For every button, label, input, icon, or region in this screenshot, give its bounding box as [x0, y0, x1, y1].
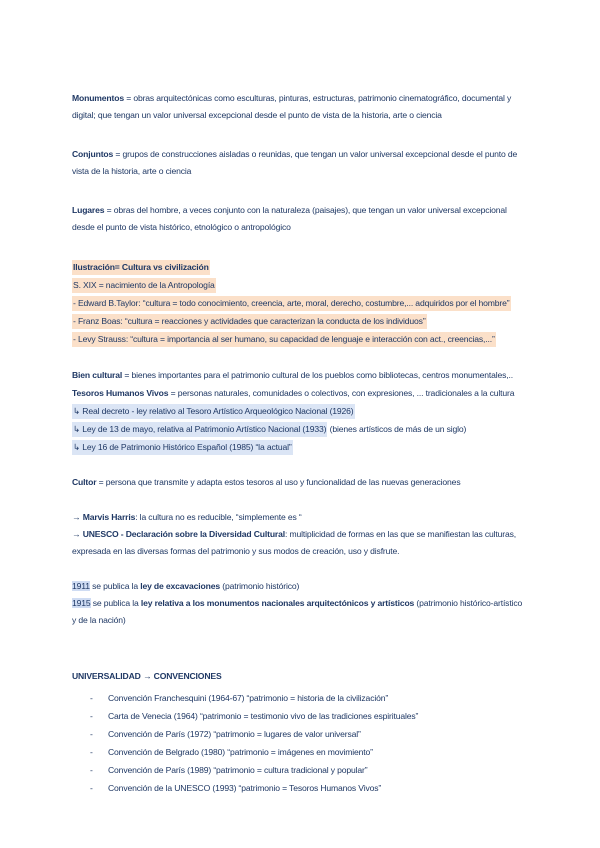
bullet-dash: -: [90, 765, 93, 775]
bienes-section: [72, 366, 524, 456]
ilustracion-line: - Franz Boas: “cultura = reacciones y actividades que caracterizan la conducta de los individuos”: [72, 314, 427, 329]
harris-paragraph: [72, 509, 524, 526]
convencion-text: Convención de Belgrado (1980) “patrimonio = imágenes en movimiento”: [108, 747, 373, 757]
document-page: [72, 90, 524, 797]
unesco-term: UNESCO - Declaración sobre la Diversidad Cultural: [82, 529, 285, 539]
monumentos-definition: = obras arquitectónicas como esculturas, pinturas, estructuras, patrimonio cinematográfico, documental y digital; que tengan un valor universal excepcional desde el punto de vista de la historia, arte o ciencia: [72, 93, 512, 120]
unesco-definition: : multiplicidad de formas en las que se manifiestan las culturas, expresada en las diversas formas del patrimonio y sus modos de creación, uso y disfrute.: [72, 529, 516, 556]
bullet-dash: -: [90, 693, 93, 703]
convencion-text: Carta de Venecia (1964) “patrimonio = testimonio vivo de las tradiciones espirituales”: [108, 711, 419, 721]
lugares-definition: = obras del hombre, a veces conjunto con la naturaleza (paisajes), que tengan un valor universal excepcional desde el punto de vista histórico, etnológico o antropológico: [72, 205, 507, 232]
bien-cultural-term: Bien cultural: [72, 370, 123, 380]
bullet-dash: -: [90, 711, 93, 721]
convenciones-title: UNIVERSALIDAD → CONVENCIONES: [72, 671, 222, 681]
convencion-text: Convención Franchesquini (1964-67) “patrimonio = historia de la civilización”: [108, 693, 389, 703]
ley-line: [72, 420, 524, 438]
convencion-text: Convención de la UNESCO (1993) “patrimonio = Tesoros Humanos Vivos”: [108, 783, 382, 793]
bullet-dash: -: [90, 783, 93, 793]
monumentos-term: Monumentos: [72, 93, 124, 103]
tesoros-line: [72, 384, 524, 402]
ley-1911-pre: se publica la: [89, 581, 141, 591]
ley-extra: (bienes artísticos de más de un siglo): [327, 424, 467, 434]
conjuntos-definition: = grupos de construcciones aisladas o reunidas, que tengan un valor universal excepcional desde el punto de vista de la historia, arte o ciencia: [72, 149, 518, 176]
ley-1911-post: (patrimonio histórico): [220, 581, 300, 591]
ley-line: [72, 438, 524, 456]
ley-line: [72, 402, 524, 420]
ley-1915-title: ley relativa a los monumentos nacionales arquitectónicos y artísticos: [140, 598, 415, 608]
year-1911: 1911: [72, 581, 90, 591]
ley-item: ↳ Ley de 13 de mayo, relativa al Patrimonio Artístico Nacional (1933): [72, 422, 327, 437]
ley-1915-post: (patrimonio histórico-artístico y de la nación): [72, 598, 523, 625]
ley-item: ↳ Real decreto - ley relativo al Tesoro Artístico Arqueológico Nacional (1926): [72, 404, 355, 419]
convencion-text: Convención de París (1972) “patrimonio = lugares de valor universal”: [108, 729, 361, 739]
unesco-paragraph: [72, 526, 524, 560]
list-item: [72, 725, 524, 743]
convenciones-list: [72, 689, 524, 797]
harris-term: Marvis Harris: [82, 512, 136, 522]
arrow-icon: →: [72, 529, 83, 539]
tesoros-term: Tesoros Humanos Vivos: [72, 388, 169, 398]
ilustracion-section: [72, 258, 524, 348]
ilustracion-title: Ilustración= Cultura vs civilización: [72, 260, 210, 275]
ley-1915-paragraph: [72, 595, 524, 629]
conjuntos-term: Conjuntos: [72, 149, 114, 159]
bullet-dash: -: [90, 729, 93, 739]
ley-1915-pre: se publica la: [90, 598, 141, 608]
lugares-paragraph: [72, 202, 524, 236]
cultor-paragraph: [72, 474, 524, 491]
ilustracion-line: S. XIX = nacimiento de la Antropología: [72, 278, 216, 293]
cultor-term: Cultor: [72, 477, 97, 487]
list-item: [72, 761, 524, 779]
ley-1911-title: ley de excavaciones: [140, 581, 221, 591]
list-item: [72, 743, 524, 761]
bien-cultural-definition: = bienes importantes para el patrimonio cultural de los pueblos como bibliotecas, centros monumentales,..: [122, 370, 513, 380]
bien-cultural-line: [72, 366, 524, 384]
convencion-text: Convención de París (1989) “patrimonio = cultura tradicional y popular”: [108, 765, 368, 775]
ilustracion-line: - Levy Strauss: “cultura = importancia al ser humano, su capacidad de lenguaje e interacción con act., creencias,...”: [72, 332, 496, 347]
arrow-icon: →: [72, 512, 83, 522]
list-item: [72, 779, 524, 797]
harris-definition: : la cultura no es reducible, “simplemente es “: [135, 512, 302, 522]
cultor-definition: = persona que transmite y adapta estos tesoros al uso y funcionalidad de las nuevas generaciones: [96, 477, 461, 487]
list-item: [72, 707, 524, 725]
ley-item: ↳ Ley 16 de Patrimonio Histórico Español (1985) “la actual”: [72, 440, 293, 455]
convenciones-section: [72, 667, 524, 797]
tesoros-definition: = personas naturales, comunidades o colectivos, con expresiones, ... tradicionales a la cultura: [168, 388, 515, 398]
monumentos-paragraph: [72, 90, 524, 124]
year-1915: 1915: [72, 598, 91, 608]
list-item: [72, 689, 524, 707]
bullet-dash: -: [90, 747, 93, 757]
lugares-term: Lugares: [72, 205, 105, 215]
ilustracion-line: - Edward B.Taylor: “cultura = todo conocimiento, creencia, arte, moral, derecho, costumbre,... adquiridos por el hombre”: [72, 296, 511, 311]
ley-1911-paragraph: [72, 578, 524, 595]
conjuntos-paragraph: [72, 146, 524, 180]
